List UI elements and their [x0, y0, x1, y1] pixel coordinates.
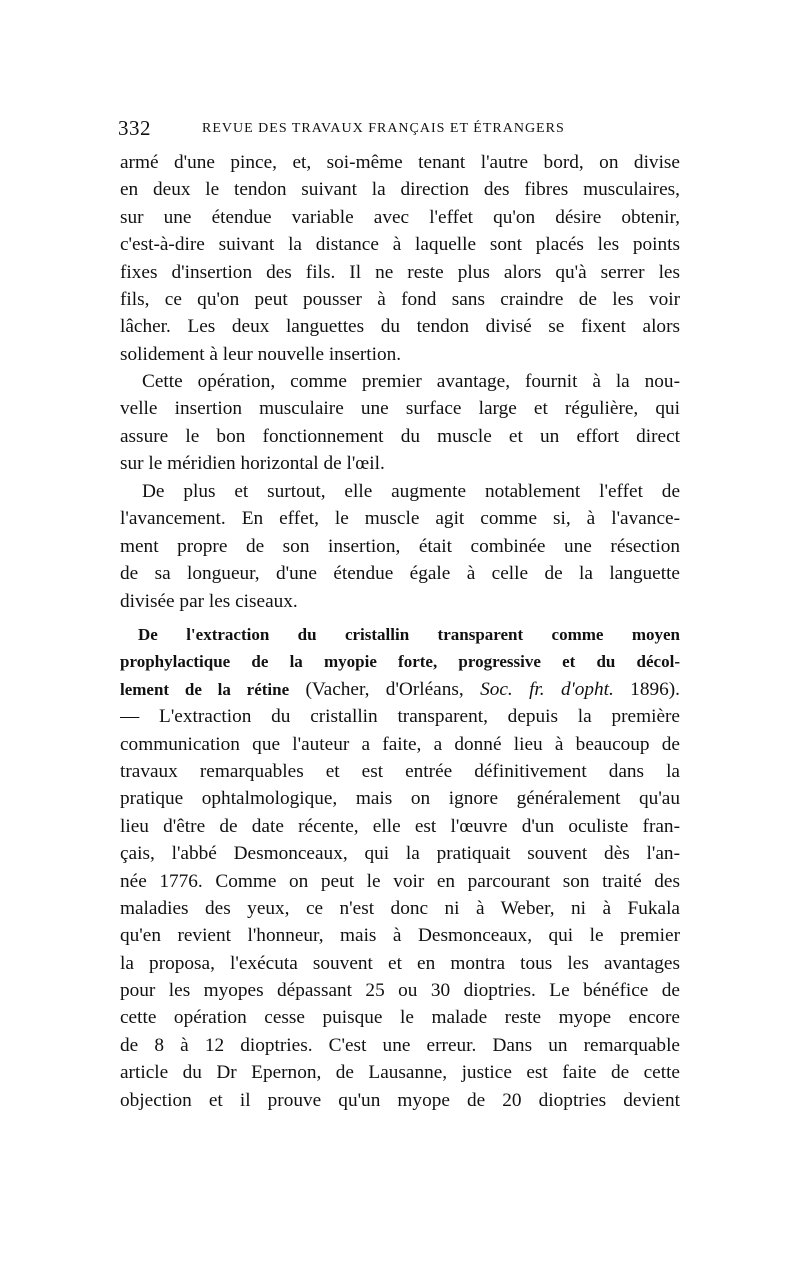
- section-heading-year: 1896).: [613, 678, 680, 700]
- page-number: 332: [118, 116, 151, 140]
- text-line: — L'extraction du cristallin transparent, depuis la première: [120, 706, 680, 728]
- paragraph-tendon-division: [120, 149, 680, 368]
- text-line: assure le bon fonctionnement du muscle et un effort direct: [120, 425, 680, 447]
- running-head: REVUE DES TRAVAUX FRANÇAIS ET ÉTRANGERS: [202, 121, 565, 136]
- page-header: [118, 116, 688, 142]
- text-line: la proposa, l'exécuta souvent et en montra tous les avantages: [120, 952, 680, 974]
- text-line: née 1776. Comme on peut le voir en parcourant son traité des: [120, 870, 680, 892]
- text-line: De plus et surtout, elle augmente notablement l'effet de: [142, 481, 680, 502]
- section-heading-journal: Soc. fr. d'opht.: [480, 678, 614, 700]
- text-line: de sa longueur, d'une étendue égale à celle de la languette: [120, 563, 680, 585]
- text-line: lâcher. Les deux languettes du tendon divisé se fixent alors: [120, 316, 680, 338]
- text-line: divisée par les ciseaux.: [120, 590, 298, 612]
- text-line: velle insertion musculaire une surface large et régulière, qui: [120, 398, 680, 420]
- section-heading-line: [120, 648, 680, 675]
- text-line: ment propre de son insertion, était combinée une résection: [120, 535, 680, 557]
- text-line: cette opération cesse puisque le malade reste myope encore: [120, 1007, 680, 1029]
- text-line: pour les myopes dépassant 25 ou 30 dioptries. Le bénéfice de: [120, 980, 680, 1002]
- text-line: de 8 à 12 dioptries. C'est une erreur. Dans un remarquable: [120, 1034, 680, 1056]
- text-line: solidement à leur nouvelle insertion.: [120, 343, 402, 365]
- text-line: maladies des yeux, ce n'est donc ni à Weber, ni à Fukala: [120, 897, 680, 919]
- text-line: travaux remarquables et est entrée définitivement dans la: [120, 760, 680, 782]
- section-heading-line: [120, 676, 680, 703]
- text-line: Cette opération, comme premier avantage, fournit à la nou-: [142, 371, 680, 392]
- text-line: communication que l'auteur a faite, a donné lieu à beaucoup de: [120, 733, 680, 755]
- text-line: l'avancement. En effet, le muscle agit comme si, à l'avance-: [120, 508, 680, 530]
- text-line: fils, ce qu'on peut pousser à fond sans craindre de les voir: [120, 288, 680, 310]
- text-line: objection et il prouve qu'un myope de 20 dioptries devient: [120, 1089, 680, 1111]
- text-line: çais, l'abbé Desmonceaux, qui la pratiquait souvent dès l'an-: [120, 843, 680, 865]
- text-line: sur le méridien horizontal de l'œil.: [120, 453, 385, 475]
- text-line: sur une étendue variable avec l'effet qu'on désire obtenir,: [120, 206, 680, 228]
- text-line: pratique ophtalmologique, mais on ignore généralement qu'au: [120, 788, 680, 810]
- section-heading-bold: prophylactique de la myopie forte, progressive et du décol-: [120, 652, 680, 672]
- section-cristallin-extraction: [120, 621, 680, 1114]
- text-line: qu'en revient l'honneur, mais à Desmonceaux, qui le premier: [120, 925, 680, 947]
- text-line: article du Dr Epernon, de Lausanne, justice est faite de cette: [120, 1062, 680, 1084]
- text-line: lieu d'être de date récente, elle est l'œuvre d'un oculiste fran-: [120, 815, 680, 837]
- paragraph-advancement-effect: [120, 478, 680, 615]
- section-heading-bold: lement de la rétine: [120, 679, 290, 699]
- paragraph-first-advantage: [120, 368, 680, 478]
- text-line: en deux le tendon suivant la direction des fibres musculaires,: [120, 179, 680, 201]
- text-line: c'est-à-dire suivant la distance à laquelle sont placés les points: [120, 234, 680, 256]
- section-heading-author: (Vacher, d'Orléans,: [289, 678, 481, 700]
- section-heading-bold: De l'extraction du cristallin transparent comme moyen: [138, 625, 680, 644]
- section-heading-line: [120, 621, 680, 648]
- text-line: armé d'une pince, et, soi-même tenant l'autre bord, on divise: [120, 152, 680, 173]
- text-line: fixes d'insertion des fils. Il ne reste plus alors qu'à serrer les: [120, 261, 680, 283]
